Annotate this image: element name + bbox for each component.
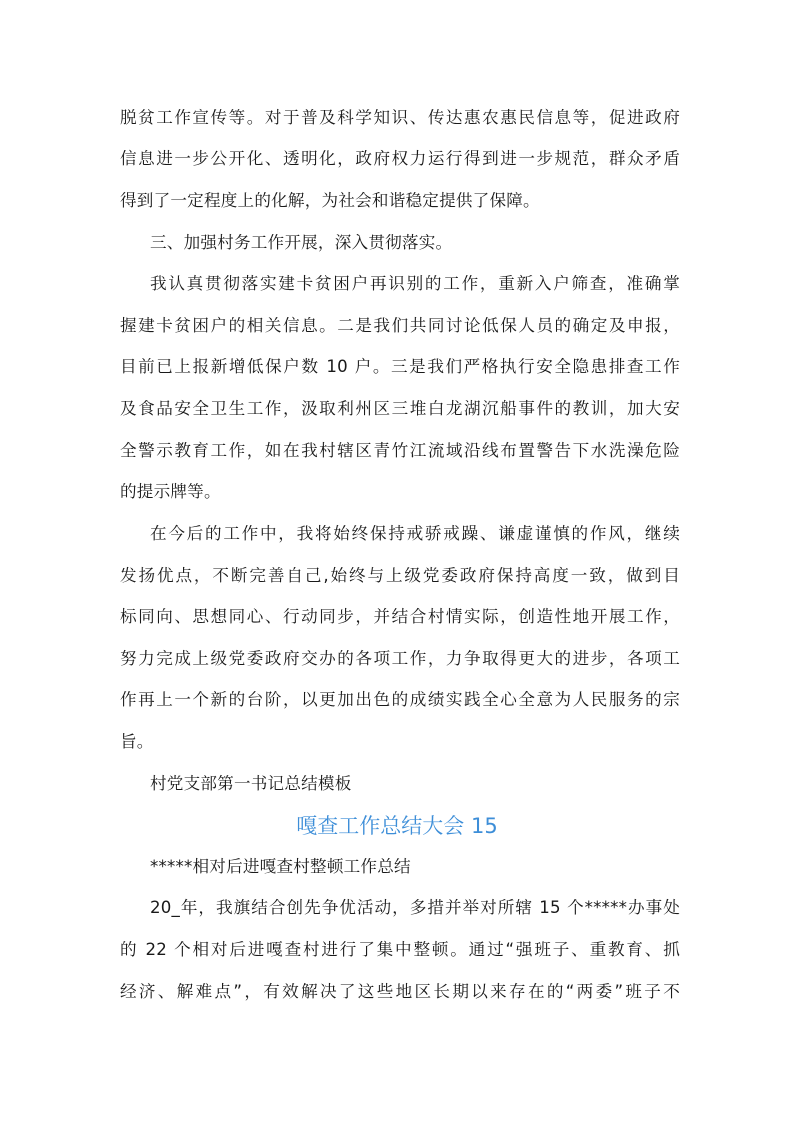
text-line: 及食品安全卫生工作，汲取利州区三堆白龙湖沉船事件的教训，加大安 <box>120 399 680 418</box>
text-line: 目前已上报新增低保户数 10 户。三是我们严格执行安全隐患排查工作 <box>120 357 680 376</box>
text-line: 努力完成上级党委政府交办的各项工作，力争取得更大的进步，各项工 <box>120 649 680 668</box>
text-line: 标同向、思想同心、行动同步，并结合村情实际，创造性地开展工作， <box>120 607 680 626</box>
text-line: 作再上一个新的台阶，以更加出色的成绩实践全心全意为人民服务的宗 <box>120 690 680 709</box>
text-line: 握建卡贫困户的相关信息。二是我们共同讨论低保人员的确定及申报， <box>120 316 680 335</box>
section-title: 三、加强村务工作开展，深入贯彻落实。 <box>150 233 453 252</box>
text-line: 全警示教育工作，如在我村辖区青竹江流域沿线布置警告下水洗澡危险 <box>120 441 680 460</box>
text-line: 的提示牌等。 <box>120 482 221 501</box>
subtitle-line: *****相对后进嘎查村整顿工作总结 <box>150 857 411 876</box>
text-line: 的 22 个相对后进嘎查村进行了集中整顿。通过“强班子、重教育、抓 <box>120 940 680 959</box>
text-line: 经济、解难点”，有效解决了这些地区长期以来存在的“两委”班子不 <box>120 982 680 1001</box>
text-line: 在今后的工作中，我将始终保持戒骄戒躁、谦虚谨慎的作风，继续 <box>150 524 680 543</box>
text-line: 20_年，我旗结合创先争优活动，多措并举对所辖 15 个*****办事处 <box>150 898 680 917</box>
text-line: 发扬优点，不断完善自己,始终与上级党委政府保持高度一致，做到目 <box>120 566 680 585</box>
text-line: 得到了一定程度上的化解，为社会和谐稳定提供了保障。 <box>120 191 540 210</box>
text-line: 我认真贯彻落实建卡贫困户再识别的工作，重新入户筛查，准确掌 <box>150 274 680 293</box>
text-line: 信息进一步公开化、透明化，政府权力运行得到进一步规范，群众矛盾 <box>120 149 680 168</box>
section-heading: 嘎查工作总结大会 15 <box>296 814 498 838</box>
text-line: 旨。 <box>120 732 154 751</box>
text-line: 脱贫工作宣传等。对于普及科学知识、传达惠农惠民信息等，促进政府 <box>120 108 680 127</box>
text-line: 村党支部第一书记总结模板 <box>150 774 352 793</box>
